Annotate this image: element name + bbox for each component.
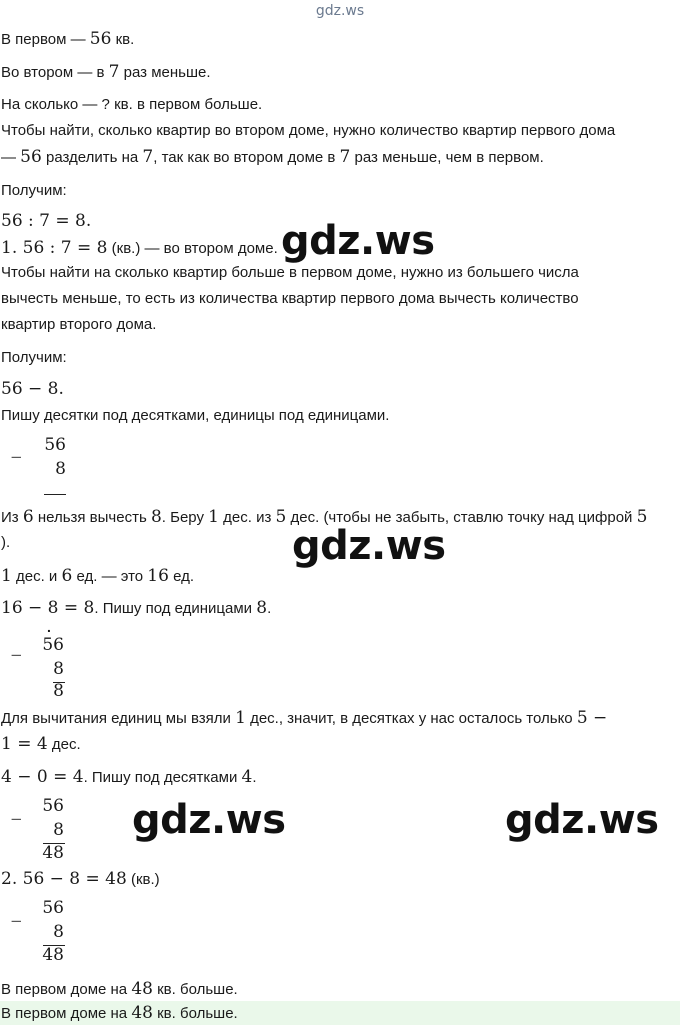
column-underline [44,494,66,495]
minuend: 56 [42,898,64,918]
math-line: 56 − 8. [1,379,64,399]
minus-sign: − [10,646,23,664]
text-line: квартир второго дома. [1,316,157,333]
text-line: Получим: [1,182,67,199]
math-line: 56 : 7 = 8. [1,211,92,231]
text-line: 1 дес. и 6 ед. — это 16 ед. [1,566,195,586]
text-line: В первом доме на 48 кв. больше. [1,979,238,999]
minus-sign: − [10,448,23,466]
subtrahend: 8 [53,820,64,840]
text-line: — 56 разделить на 7, так как во втором доме в 7 раз меньше, чем в первом. [1,147,544,167]
answer-text: В первом доме на 48 кв. больше. [1,1003,238,1023]
text-line: Во втором — в 7 раз меньше. [1,62,211,82]
text-line: Получим: [1,349,67,366]
borrow-dot: . [47,619,51,635]
watermark: gdz.ws [505,797,659,843]
text-line: Для вычитания единиц мы взяли 1 дес., значит, в десятках у нас осталось только 5 − [1,708,608,728]
subtrahend: 8 [53,659,64,679]
math-line: 1. 56 : 7 = 8 (кв.) — во втором доме. [1,238,278,258]
text-line: Пишу десятки под десятками, единицы под единицами. [1,407,390,424]
math-line: 2. 56 − 8 = 48 (кв.) [1,869,160,889]
text-line: Чтобы найти, сколько квартир во втором доме, нужно количество квартир первого дома [1,122,616,139]
text-line: Из 6 нельзя вычесть 8. Беру 1 дес. из 5 дес. (чтобы не забыть, ставлю точку над цифрой 5 [1,507,648,527]
minuend: 56 [42,635,64,655]
minuend: 56 [42,796,64,816]
minus-sign: − [10,810,23,828]
watermark-top: gdz.ws [315,3,365,19]
difference: 8 [53,681,64,701]
text-line: Чтобы найти на сколько квартир больше в первом доме, нужно из большего числа [1,264,579,281]
text-line: ). [1,534,11,551]
text-line: На сколько — ? кв. в первом больше. [1,96,263,113]
subtrahend: 8 [55,459,66,479]
watermark: gdz.ws [281,218,435,264]
difference: 48 [42,945,64,965]
difference: 48 [42,843,64,863]
text-line: 1 = 4 дес. [1,734,81,754]
watermark: gdz.ws [292,523,446,569]
text-line: В первом — 56 кв. [1,29,135,49]
subtrahend: 8 [53,922,64,942]
watermark: gdz.ws [132,797,286,843]
text-line: 16 − 8 = 8. Пишу под единицами 8. [1,598,272,618]
minus-sign: − [10,912,23,930]
text-line: вычесть меньше, то есть из количества квартир первого дома вычесть количество [1,290,579,307]
minuend: 56 [44,435,66,455]
answer-box [0,1001,680,1025]
text-line: 4 − 0 = 4. Пишу под десятками 4. [1,767,257,787]
